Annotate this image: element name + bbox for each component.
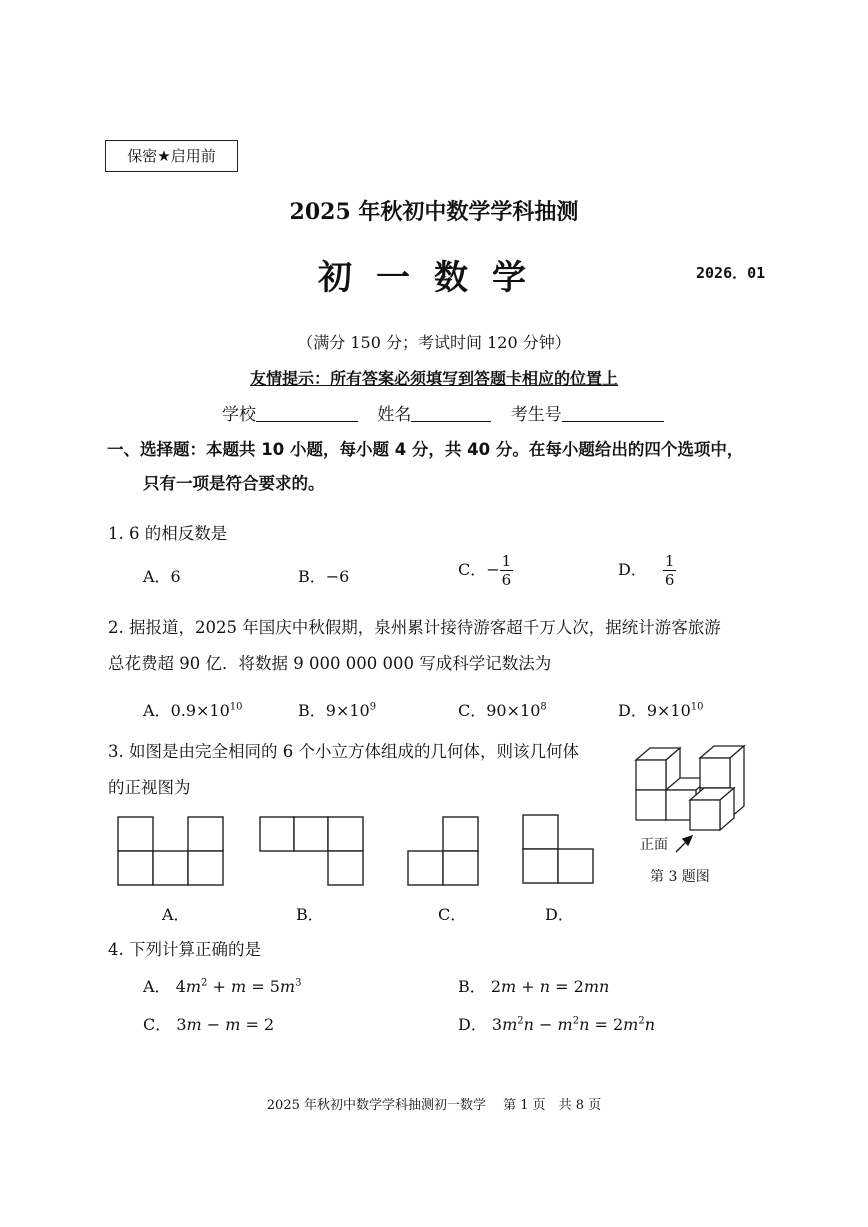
confidential-badge: 保密★启用前 (105, 140, 238, 172)
q1-stem: 1. 6 的相反数是 (108, 524, 228, 543)
section1-line1: 一、选择题：本题共 10 小题，每小题 4 分，共 40 分。在每小题给出的四个选项中， (107, 440, 744, 459)
q1-frac-c: $\frac{1}{6}$ (501, 552, 512, 589)
q1-option-a: A．6 (143, 567, 181, 586)
q1-frac-d: $\frac{1}{6}$ (664, 552, 675, 589)
q4-stem: 4. 下列计算正确的是 (108, 940, 261, 959)
score-time: （满分 150 分；考试时间 120 分钟） (297, 333, 571, 352)
q3-view-b (260, 817, 363, 885)
q3-option-b: B． (296, 905, 324, 924)
q2-line2: 总花费超 90 亿．将数据 9 000 000 000 写成科学记数法为 (108, 654, 552, 673)
q1-option-b: B．−6 (298, 567, 350, 586)
q3-option-c: C． (438, 905, 467, 924)
section1-line2: 只有一项是符合要求的。 (143, 474, 325, 493)
q3-option-a: A． (162, 905, 190, 924)
q3-solid-figure (636, 746, 744, 830)
q3-line1: 3. 如图是由完全相同的 6 个小立方体组成的几何体，则该几何体 (108, 742, 579, 761)
subject-title: 初一数学 (318, 258, 550, 298)
q3-line2: 的正视图为 (108, 778, 191, 797)
exam-date: 2026．01 (696, 264, 766, 282)
page-footer: 2025 年秋初中数学学科抽测初一数学 第 1 页 共 8 页 (266, 1098, 602, 1113)
exam-title: 2025 年秋初中数学学科抽测 (289, 199, 579, 225)
q3-view-d (523, 815, 593, 883)
q3-caption: 第 3 题图 (650, 869, 710, 885)
q3-view-a (118, 817, 223, 885)
school-label: 学校 (222, 405, 256, 425)
q4-option-b: B． 2m + n = 2mn (458, 977, 610, 996)
q2-option-b: B．$9\times 10^9$ (298, 701, 377, 720)
q4-option-c: C． 3m − m = 2 (143, 1015, 275, 1034)
q2-option-a: A．$0.9\times 10^{10}$ (143, 701, 243, 720)
tip-text: 友情提示：所有答案必须填写到答题卡相应的位置上 (249, 369, 618, 388)
q2-line1: 2. 据报道，2025 年国庆中秋假期，泉州累计接待游客超千万人次，据统计游客旅游 (108, 618, 721, 637)
q4-option-a: A． $4m^2 + m = 5m^3$ (143, 977, 302, 996)
q1-option-d: D． $\frac{1}{6}$ (618, 552, 675, 589)
name-label: 姓名 (377, 405, 412, 425)
q1-option-c: C．− $\frac{1}{6}$ (458, 552, 512, 589)
q2-option-c: C．$90\times 10^8$ (458, 701, 547, 720)
q3-view-c (408, 817, 478, 885)
q3-front-label: 正面 (640, 837, 668, 853)
q2-option-d: D．$9\times 10^{10}$ (618, 701, 704, 720)
q3-option-d: D． (545, 905, 574, 924)
q4-option-d: D． $3m^2n - m^2n = 2m^2n$ (458, 1015, 656, 1034)
exam-number-label: 考生号 (510, 405, 562, 425)
arrow-icon (676, 836, 692, 852)
